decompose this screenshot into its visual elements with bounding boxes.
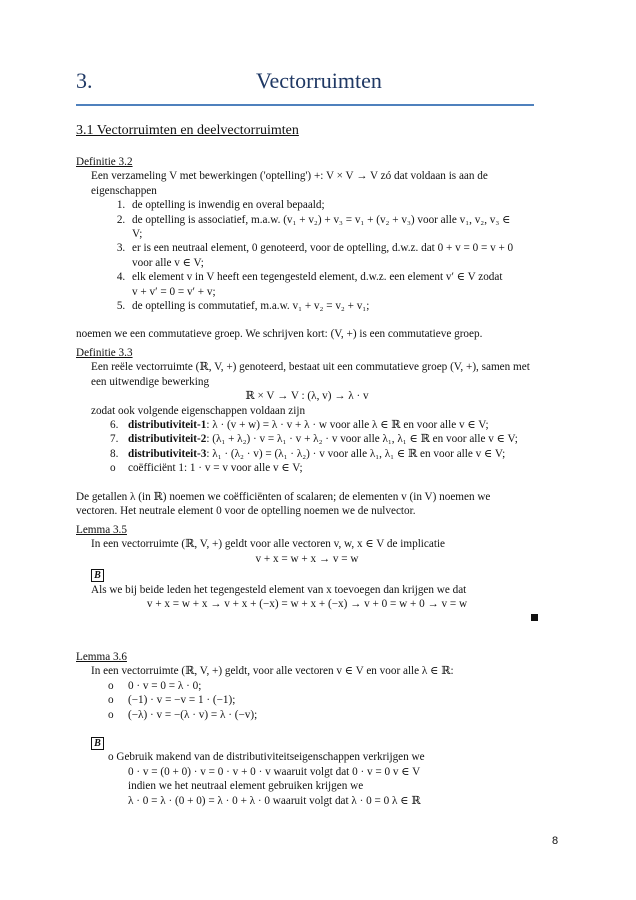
property-item: 2. de optelling is associatief, m.a.w. (v₁ + v₂) + v₃ = v₁ + (v₂ + v₃) voor alle v₁, v₂, v₃ ∈ V; xyxy=(128,213,538,242)
definition-intro-cont: een uitwendige bewerking xyxy=(91,375,210,388)
definition-note-cont: vectoren. Het neutrale element 0 voor de optelling noemen we de nulvector. xyxy=(76,505,416,518)
definition-note: De getallen λ (in ℝ) noemen we coëfficiënten of scalaren; de elementen v (in V) noemen we xyxy=(76,490,491,503)
lemma-item: o 0 · v = 0 = λ · 0; xyxy=(108,679,202,692)
lemma-formula: v + x = w + x → v = w xyxy=(255,552,359,565)
lemma-item: o (−λ) · v = −(λ · v) = λ · (−v); xyxy=(108,708,258,721)
proof-marker-wrap xyxy=(76,568,538,582)
property-list xyxy=(76,198,538,313)
definition-heading: Definitie 3.2 xyxy=(76,156,133,168)
lemma-items xyxy=(76,679,538,722)
proof-line: indien we het neutraal element gebruiken krijgen we xyxy=(128,780,364,793)
lemma-item: o (−1) · v = −v = 1 · (−1); xyxy=(108,694,236,707)
distributivity-list xyxy=(76,418,538,476)
definition-heading: Definitie 3.3 xyxy=(76,347,133,359)
chapter-number: 3. xyxy=(76,68,93,93)
property-item: 3. er is een neutraal element, 0 genoteerd, voor de optelling, d.w.z. dat 0 + v = 0 = v + 0 voor alle v ∈ V; xyxy=(128,241,538,270)
lemma-heading: Lemma 3.5 xyxy=(76,524,127,536)
definition-intro: Een verzameling V met bewerkingen ('optelling') +: V × V → V zó dat voldaan is aan de xyxy=(91,170,488,183)
definition-formula: ℝ × V → V : (λ, v) → λ · v xyxy=(245,390,369,403)
property-item: 1. de optelling is inwendig en overal bepaald; xyxy=(128,198,538,212)
proof-text: Als we bij beide leden het tegengesteld element van x toevoegen dan krijgen we dat xyxy=(91,583,467,596)
proof-marker: B xyxy=(91,569,104,582)
proof-formula: v + x = w + x → v + x + (−x) = w + x + (−x) → v + 0 = w + 0 → v = w xyxy=(146,598,468,611)
distributivity-item: 7. distributiviteit-2: (λ₁ + λ₂) · v = λ₁ · v + λ₂ · v voor alle λ₁, λ₁ ∈ ℝ en voor alle v ∈ V; xyxy=(110,433,518,446)
proof-marker-wrap xyxy=(76,736,538,750)
proof-line: λ · 0 = λ · (0 + 0) = λ · 0 + λ · 0 waaruit volgt dat λ · 0 = 0 λ ∈ ℝ xyxy=(128,794,421,807)
distributivity-item: 8. distributiviteit-3: λ₁ · (λ₂ · v) = (λ₁ · λ₂) · v voor alle λ₁, λ₁ ∈ ℝ en voor alle v ∈ V; xyxy=(110,447,506,460)
chapter-heading xyxy=(76,68,532,104)
definition-3-2 xyxy=(76,155,538,342)
proof-line: 0 · v = (0 + 0) · v = 0 · v + 0 · v waaruit volgt dat 0 · v = 0 v ∈ V xyxy=(128,765,421,778)
definition-3-3 xyxy=(76,346,538,518)
lemma-heading: Lemma 3.6 xyxy=(76,651,127,663)
page-number: 8 xyxy=(552,835,559,847)
section-title: 3.1 Vectorruimten en deelvectorruimten xyxy=(76,123,299,138)
lemma-statement: In een vectorruimte (ℝ, V, +) geldt, voor alle vectoren v ∈ V en voor alle λ ∈ ℝ: xyxy=(91,665,454,678)
chapter-title: Vectorruimten xyxy=(256,68,382,93)
distributivity-item: 6. distributiviteit-1: λ · (v + w) = λ · v + λ · w voor alle λ ∈ ℝ en voor alle v ∈ V; xyxy=(110,419,489,432)
property-item: 4. elk element v in V heeft een tegengesteld element, d.w.z. een element v′ ∈ V zodat v + v′ = 0 = v′ + v; xyxy=(128,270,538,299)
definition-after: zodat ook volgende eigenschappen voldaan zijn xyxy=(91,404,306,417)
lemma-3-5 xyxy=(76,523,538,611)
lemma-3-6 xyxy=(76,650,538,808)
property-item: 5. de optelling is commutatief, m.a.w. v₁ + v₂ = v₂ + v₁; xyxy=(128,299,538,313)
lemma-statement: In een vectorruimte (ℝ, V, +) geldt voor alle vectoren v, w, x ∈ V de implicatie xyxy=(91,538,446,551)
definition-conclusion: noemen we een commutatieve groep. We schrijven kort: (V, +) is een commutatieve groep. xyxy=(76,328,483,341)
definition-intro: Een reële vectorruimte (ℝ, V, +) genoteerd, bestaat uit een commutatieve groep (V, +), samen met xyxy=(91,361,530,374)
coefficient-item: o coëfficiënt 1: 1 · v = v voor alle v ∈ V; xyxy=(110,462,303,475)
definition-intro-cont: eigenschappen xyxy=(91,184,157,197)
proof-line: o Gebruik makend van de distributiviteitseigenschappen verkrijgen we xyxy=(108,751,425,764)
qed-square-icon xyxy=(531,614,538,621)
chapter-divider xyxy=(76,104,534,106)
proof-marker: B xyxy=(91,737,104,750)
